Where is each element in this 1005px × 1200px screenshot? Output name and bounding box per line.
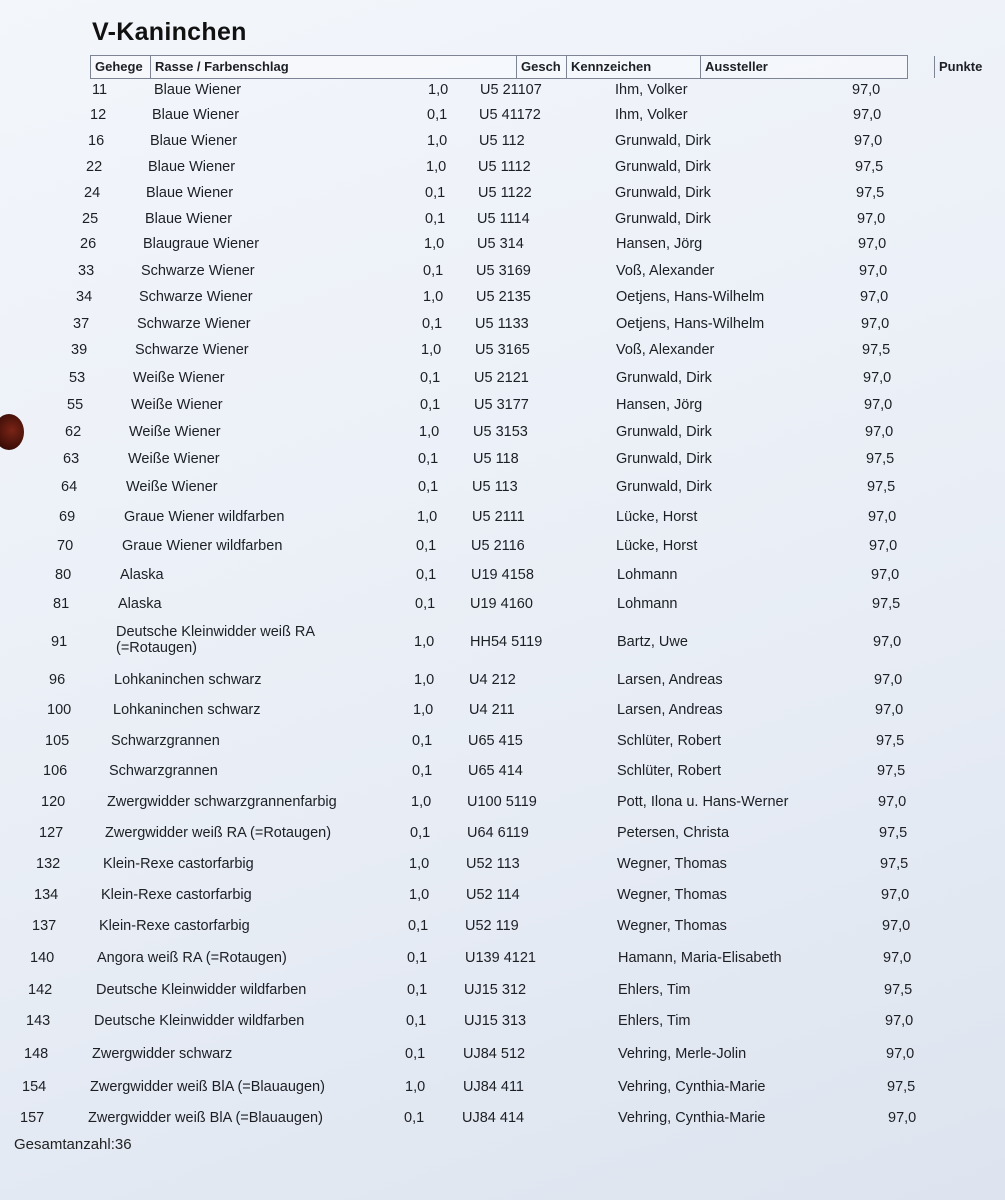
cell-aussteller: Lohmann	[617, 596, 678, 612]
cell-punkte: 97,0	[860, 289, 889, 305]
header-rasse: Rasse / Farbenschlag	[151, 56, 517, 78]
cell-gesch: 0,1	[416, 538, 437, 554]
cell-aussteller: Hansen, Jörg	[616, 397, 703, 413]
cell-aussteller: Schlüter, Robert	[617, 763, 721, 779]
cell-aussteller: Ehlers, Tim	[618, 982, 691, 998]
cell-gesch: 1,0	[414, 634, 435, 650]
table-row	[0, 1009, 945, 1033]
cell-rasse: Alaska	[120, 567, 164, 583]
header-gesch: Gesch	[517, 56, 567, 78]
cell-rasse: Schwarze Wiener	[141, 263, 255, 279]
cell-punkte: 97,0	[852, 82, 881, 98]
cell-gehege: 134	[34, 887, 59, 903]
cell-rasse: Blaue Wiener	[146, 185, 234, 201]
cell-punkte: 97,0	[858, 236, 887, 252]
cell-punkte: 97,0	[878, 794, 907, 810]
page-title: V-Kaninchen	[92, 18, 247, 46]
table-row	[0, 729, 945, 753]
cell-kennzeichen: U5 3153	[473, 424, 528, 440]
cell-gesch: 0,1	[425, 185, 446, 201]
table-row	[0, 592, 945, 616]
cell-gehege: 143	[26, 1013, 51, 1029]
cell-punkte: 97,5	[887, 1079, 916, 1095]
cell-gesch: 0,1	[423, 263, 444, 279]
table-row	[0, 624, 945, 656]
cell-gehege: 137	[32, 918, 57, 934]
cell-aussteller: Voß, Alexander	[616, 263, 715, 279]
cell-gehege: 22	[86, 159, 103, 175]
cell-kennzeichen: U5 1112	[478, 159, 531, 175]
table-row	[0, 821, 945, 845]
cell-kennzeichen: U52 113	[466, 856, 520, 872]
cell-gesch: 1,0	[409, 856, 430, 872]
cell-aussteller: Wegner, Thomas	[617, 887, 727, 903]
cell-punkte: 97,0	[886, 1046, 915, 1062]
cell-gesch: 1,0	[427, 133, 448, 149]
cell-rasse: Schwarzgrannen	[111, 733, 220, 749]
cell-aussteller: Pott, Ilona u. Hans-Werner	[617, 794, 789, 810]
cell-punkte: 97,0	[875, 702, 904, 718]
table-row	[0, 285, 945, 309]
table-row	[0, 475, 945, 499]
cell-gesch: 0,1	[404, 1110, 425, 1126]
cell-rasse: Blaue Wiener	[145, 211, 233, 227]
cell-aussteller: Grunwald, Dirk	[615, 133, 711, 149]
cell-aussteller: Grunwald, Dirk	[616, 370, 712, 386]
cell-rasse: Weiße Wiener	[133, 370, 225, 386]
table-row	[0, 883, 945, 907]
cell-punkte: 97,0	[859, 263, 888, 279]
cell-kennzeichen: UJ84 411	[463, 1079, 524, 1095]
cell-aussteller: Ehlers, Tim	[618, 1013, 691, 1029]
cell-rasse: Angora weiß RA (=Rotaugen)	[97, 950, 287, 966]
cell-aussteller: Vehring, Cynthia-Marie	[618, 1110, 766, 1126]
cell-gesch: 0,1	[427, 107, 448, 123]
cell-kennzeichen: U65 414	[468, 763, 523, 779]
cell-kennzeichen: U52 119	[465, 918, 519, 934]
table-row	[0, 852, 945, 876]
cell-kennzeichen: U5 1114	[477, 211, 530, 227]
header-gehege: Gehege	[91, 56, 151, 78]
table-row	[0, 946, 945, 970]
cell-gesch: 1,0	[423, 289, 444, 305]
cell-gesch: 1,0	[424, 236, 445, 252]
cell-gehege: 154	[22, 1079, 47, 1095]
cell-gesch: 0,1	[410, 825, 431, 841]
header-aussteller: Aussteller	[701, 56, 935, 78]
table-row	[0, 393, 945, 417]
cell-kennzeichen: U5 41172	[479, 107, 541, 123]
cell-kennzeichen: U5 2111	[472, 509, 525, 525]
cell-aussteller: Bartz, Uwe	[617, 634, 688, 650]
table-row	[0, 668, 945, 692]
cell-punkte: 97,5	[877, 763, 906, 779]
cell-gesch: 0,1	[418, 479, 439, 495]
cell-rasse: Schwarze Wiener	[135, 342, 249, 358]
table-row	[0, 259, 945, 283]
cell-kennzeichen: U5 1133	[475, 316, 529, 332]
cell-punkte: 97,0	[864, 397, 893, 413]
cell-aussteller: Voß, Alexander	[616, 342, 715, 358]
cell-gesch: 1,0	[409, 887, 430, 903]
cell-punkte: 97,0	[869, 538, 898, 554]
cell-punkte: 97,5	[879, 825, 908, 841]
table-row	[0, 155, 945, 179]
cell-rasse: Alaska	[118, 596, 162, 612]
cell-rasse: Klein-Rexe castorfarbig	[101, 887, 252, 903]
cell-kennzeichen: U5 2135	[476, 289, 531, 305]
table-row	[0, 505, 945, 529]
cell-punkte: 97,0	[882, 918, 911, 934]
cell-kennzeichen: U64 6119	[467, 825, 529, 841]
cell-gesch: 1,0	[417, 509, 438, 525]
cell-gehege: 70	[57, 538, 74, 554]
cell-punkte: 97,5	[880, 856, 909, 872]
cell-kennzeichen: U5 21107	[480, 82, 542, 98]
cell-punkte: 97,0	[857, 211, 886, 227]
cell-punkte: 97,0	[865, 424, 894, 440]
cell-rasse: Lohkaninchen schwarz	[114, 672, 262, 688]
table-row	[0, 312, 945, 336]
cell-gesch: 1,0	[419, 424, 440, 440]
cell-rasse: Zwergwidder weiß RA (=Rotaugen)	[105, 825, 332, 841]
cell-gesch: 0,1	[405, 1046, 426, 1062]
cell-punkte: 97,0	[868, 509, 897, 525]
cell-punkte: 97,0	[881, 887, 910, 903]
cell-aussteller: Larsen, Andreas	[617, 702, 723, 718]
cell-rasse: Deutsche Kleinwidder wildfarben	[94, 1013, 305, 1029]
cell-kennzeichen: U5 1122	[478, 185, 532, 201]
cell-aussteller: Larsen, Andreas	[617, 672, 723, 688]
table-row	[0, 1042, 945, 1066]
cell-rasse: Graue Wiener wildfarben	[124, 509, 285, 525]
cell-gehege: 106	[43, 763, 68, 779]
cell-gehege: 157	[20, 1110, 45, 1126]
cell-punkte: 97,0	[888, 1110, 917, 1126]
cell-gesch: 0,1	[412, 733, 433, 749]
cell-kennzeichen: U139 4121	[465, 950, 536, 966]
cell-gehege: 69	[59, 509, 76, 525]
cell-punkte: 97,5	[884, 982, 913, 998]
table-row	[0, 181, 945, 205]
cell-kennzeichen: HH54 5119	[470, 634, 543, 650]
cell-gehege: 81	[53, 596, 70, 612]
cell-gesch: 1,0	[426, 159, 447, 175]
cell-gehege: 148	[24, 1046, 49, 1062]
cell-gesch: 1,0	[413, 702, 434, 718]
cell-gesch: 0,1	[407, 950, 428, 966]
table-row	[0, 914, 945, 938]
table-row	[0, 698, 945, 722]
cell-punkte: 97,5	[876, 733, 905, 749]
cell-punkte: 97,5	[872, 596, 901, 612]
table-row	[0, 338, 945, 362]
cell-gehege: 80	[55, 567, 72, 583]
cell-rasse: Graue Wiener wildfarben	[122, 538, 283, 554]
cell-aussteller: Grunwald, Dirk	[616, 451, 712, 467]
cell-gesch: 0,1	[416, 567, 437, 583]
cell-kennzeichen: U19 4158	[471, 567, 534, 583]
table-row	[0, 534, 945, 558]
cell-gehege: 34	[76, 289, 93, 305]
table-row	[0, 563, 945, 587]
cell-aussteller: Ihm, Volker	[615, 107, 688, 123]
cell-aussteller: Grunwald, Dirk	[616, 479, 712, 495]
cell-aussteller: Hamann, Maria-Elisabeth	[618, 950, 782, 966]
cell-gehege: 62	[65, 424, 82, 440]
cell-aussteller: Wegner, Thomas	[617, 856, 727, 872]
cell-aussteller: Petersen, Christa	[617, 825, 730, 841]
table-row	[0, 78, 945, 102]
cell-punkte: 97,5	[862, 342, 891, 358]
cell-kennzeichen: UJ84 512	[463, 1046, 526, 1062]
cell-rasse: Schwarze Wiener	[137, 316, 251, 332]
cell-rasse: Deutsche Kleinwidder weiß RA (=Rotaugen)	[116, 624, 315, 656]
table-row	[0, 103, 945, 127]
cell-gehege: 96	[49, 672, 66, 688]
cell-gehege: 39	[71, 342, 88, 358]
cell-aussteller: Lücke, Horst	[616, 538, 698, 554]
header-kennzeichen: Kennzeichen	[567, 56, 701, 78]
cell-kennzeichen: UJ84 414	[462, 1110, 525, 1126]
table-row	[0, 1106, 945, 1130]
cell-gehege: 33	[78, 263, 95, 279]
cell-rasse: Blaugraue Wiener	[143, 236, 260, 252]
cell-gehege: 24	[84, 185, 101, 201]
cell-kennzeichen: U4 212	[469, 672, 516, 688]
cell-aussteller: Grunwald, Dirk	[616, 424, 712, 440]
header-punkte: Punkte	[939, 59, 983, 74]
cell-aussteller: Vehring, Merle-Jolin	[618, 1046, 747, 1062]
cell-aussteller: Grunwald, Dirk	[615, 211, 711, 227]
cell-punkte: 97,5	[866, 451, 895, 467]
cell-rasse: Zwergwidder weiß BlA (=Blauaugen)	[90, 1079, 325, 1095]
cell-rasse: Weiße Wiener	[126, 479, 218, 495]
cell-gehege: 37	[73, 316, 90, 332]
cell-kennzeichen: U5 2121	[474, 370, 529, 386]
table-row	[0, 447, 945, 471]
cell-kennzeichen: U52 114	[466, 887, 520, 903]
cell-gesch: 1,0	[414, 672, 435, 688]
cell-kennzeichen: UJ15 313	[464, 1013, 527, 1029]
cell-kennzeichen: U5 3177	[474, 397, 529, 413]
cell-kennzeichen: U5 314	[477, 236, 524, 252]
cell-aussteller: Ihm, Volker	[615, 82, 688, 98]
cell-gehege: 120	[41, 794, 66, 810]
cell-punkte: 97,0	[853, 107, 882, 123]
cell-punkte: 97,5	[856, 185, 885, 201]
table-row	[0, 129, 945, 153]
cell-aussteller: Grunwald, Dirk	[615, 159, 711, 175]
cell-gesch: 1,0	[421, 342, 442, 358]
cell-gehege: 100	[47, 702, 72, 718]
cell-gehege: 132	[36, 856, 61, 872]
cell-kennzeichen: U19 4160	[470, 596, 533, 612]
cell-kennzeichen: U100 5119	[467, 794, 537, 810]
cell-rasse: Klein-Rexe castorfarbig	[99, 918, 250, 934]
cell-aussteller: Lücke, Horst	[616, 509, 698, 525]
cell-rasse: Blaue Wiener	[154, 82, 242, 98]
cell-kennzeichen: U5 3169	[476, 263, 531, 279]
cell-punkte: 97,0	[861, 316, 890, 332]
cell-rasse: Zwergwidder schwarz	[92, 1046, 233, 1062]
cell-gesch: 0,1	[407, 982, 428, 998]
cell-rasse: Weiße Wiener	[129, 424, 221, 440]
cell-gesch: 0,1	[420, 397, 441, 413]
cell-gesch: 0,1	[418, 451, 439, 467]
table-row	[0, 790, 945, 814]
cell-rasse: Schwarze Wiener	[139, 289, 253, 305]
cell-aussteller: Wegner, Thomas	[617, 918, 727, 934]
cell-kennzeichen: U5 112	[479, 133, 525, 149]
table-row	[0, 759, 945, 783]
cell-gehege: 55	[67, 397, 84, 413]
cell-gehege: 53	[69, 370, 86, 386]
cell-gehege: 140	[30, 950, 55, 966]
cell-kennzeichen: U5 118	[473, 451, 519, 467]
table-row	[0, 1075, 945, 1099]
cell-gehege: 12	[90, 107, 107, 123]
cell-rasse: Weiße Wiener	[131, 397, 223, 413]
cell-gehege: 25	[82, 211, 99, 227]
cell-gesch: 1,0	[405, 1079, 426, 1095]
cell-kennzeichen: U5 2116	[471, 538, 525, 554]
cell-punkte: 97,0	[874, 672, 903, 688]
table-row	[0, 978, 945, 1002]
cell-punkte: 97,0	[854, 133, 883, 149]
table-row	[0, 207, 945, 231]
cell-gesch: 0,1	[425, 211, 446, 227]
cell-rasse: Deutsche Kleinwidder wildfarben	[96, 982, 307, 998]
table-row	[0, 420, 945, 444]
cell-punkte: 97,0	[871, 567, 900, 583]
cell-punkte: 97,5	[855, 159, 884, 175]
cell-kennzeichen: U65 415	[468, 733, 523, 749]
cell-rasse: Weiße Wiener	[128, 451, 220, 467]
cell-gesch: 0,1	[408, 918, 429, 934]
cell-gehege: 127	[39, 825, 64, 841]
cell-gehege: 16	[88, 133, 105, 149]
cell-kennzeichen: U5 113	[472, 479, 518, 495]
cell-aussteller: Grunwald, Dirk	[615, 185, 711, 201]
cell-gehege: 142	[28, 982, 53, 998]
cell-gehege: 91	[51, 634, 68, 650]
cell-aussteller: Vehring, Cynthia-Marie	[618, 1079, 766, 1095]
cell-rasse: Zwergwidder schwarzgrannenfarbig	[107, 794, 337, 810]
cell-gehege: 64	[61, 479, 78, 495]
cell-punkte: 97,0	[885, 1013, 914, 1029]
cell-aussteller: Oetjens, Hans-Wilhelm	[616, 316, 765, 332]
cell-gesch: 1,0	[411, 794, 432, 810]
cell-punkte: 97,0	[873, 634, 902, 650]
cell-aussteller: Lohmann	[617, 567, 678, 583]
cell-aussteller: Schlüter, Robert	[617, 733, 721, 749]
cell-kennzeichen: UJ15 312	[464, 982, 527, 998]
cell-kennzeichen: U5 3165	[475, 342, 530, 358]
cell-rasse: Blaue Wiener	[150, 133, 238, 149]
cell-punkte: 97,5	[867, 479, 896, 495]
cell-gesch: 0,1	[406, 1013, 427, 1029]
cell-gesch: 1,0	[428, 82, 449, 98]
cell-gehege: 63	[63, 451, 80, 467]
cell-rasse: Schwarzgrannen	[109, 763, 218, 779]
total-count: Gesamtanzahl:36	[14, 1136, 132, 1153]
table-row	[0, 366, 945, 390]
table-row	[0, 232, 945, 256]
cell-gehege: 11	[92, 82, 108, 98]
cell-rasse: Lohkaninchen schwarz	[113, 702, 261, 718]
cell-aussteller: Hansen, Jörg	[616, 236, 703, 252]
cell-rasse: Klein-Rexe castorfarbig	[103, 856, 254, 872]
cell-gehege: 105	[45, 733, 70, 749]
cell-gesch: 0,1	[415, 596, 436, 612]
cell-rasse: Blaue Wiener	[148, 159, 236, 175]
cell-gehege: 26	[80, 236, 97, 252]
cell-gesch: 0,1	[420, 370, 441, 386]
cell-kennzeichen: U4 211	[469, 702, 515, 718]
cell-punkte: 97,0	[863, 370, 892, 386]
cell-punkte: 97,0	[883, 950, 912, 966]
cell-rasse: Blaue Wiener	[152, 107, 240, 123]
cell-gesch: 0,1	[422, 316, 443, 332]
cell-aussteller: Oetjens, Hans-Wilhelm	[616, 289, 765, 305]
cell-rasse: Zwergwidder weiß BlA (=Blauaugen)	[88, 1110, 323, 1126]
cell-gesch: 0,1	[412, 763, 433, 779]
